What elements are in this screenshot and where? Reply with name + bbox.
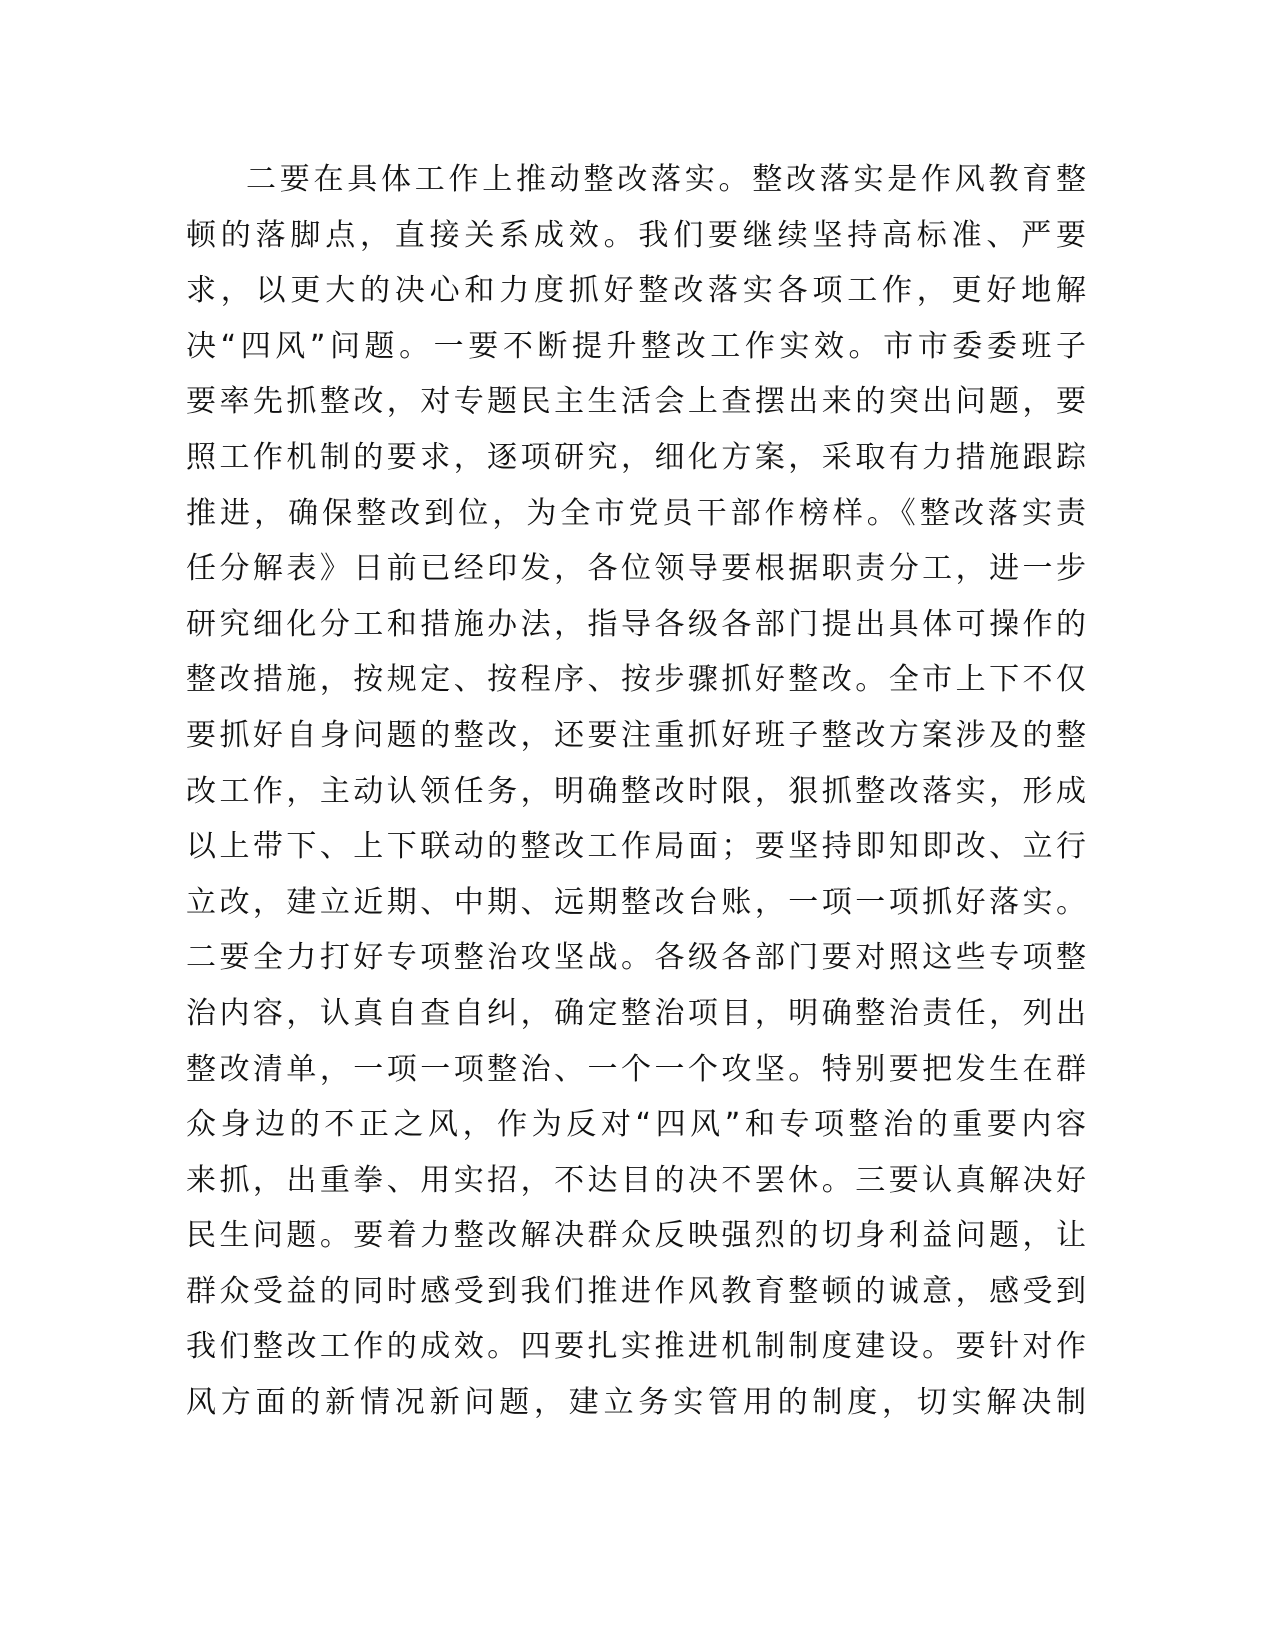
paragraph-line: 任分解表》日前已经印发，各位领导要根据职责分工，进一步 xyxy=(186,551,1086,587)
paragraph-line: 研究细化分工和措施办法，指导各级各部门提出具体可操作的 xyxy=(186,606,1086,642)
paragraph-line: 二要在具体工作上推动整改落实。整改落实是作风教育整 xyxy=(246,162,1086,197)
paragraph-line: 整改清单，一项一项整治、一个一个攻坚。特别要把发生在群 xyxy=(186,1051,1086,1087)
paragraph-line: 整改措施，按规定、按程序、按步骤抓好整改。全市上下不仅 xyxy=(186,662,1086,698)
paragraph-line: 民生问题。要着力整改解决群众反映强烈的切身利益问题，让 xyxy=(186,1218,1086,1254)
paragraph-line: 要率先抓整改，对专题民主生活会上查摆出来的突出问题，要 xyxy=(186,384,1086,420)
paragraph-line: 来抓，出重拳、用实招，不达目的决不罢休。三要认真解决好 xyxy=(186,1162,1086,1198)
paragraph-line: 顿的落脚点，直接关系成效。我们要继续坚持高标准、严要 xyxy=(186,217,1086,253)
paragraph-line: 众身边的不正之风，作为反对“四风”和专项整治的重要内容 xyxy=(186,1107,1086,1143)
paragraph-line: 群众受益的同时感受到我们推进作风教育整顿的诚意，感受到 xyxy=(186,1273,1086,1309)
paragraph-line: 决“四风”问题。一要不断提升整改工作实效。市市委委班子 xyxy=(186,328,1086,364)
paragraph-line: 立改，建立近期、中期、远期整改台账，一项一项抓好落实。 xyxy=(186,884,1086,920)
paragraph-line: 治内容，认真自查自纠，确定整治项目，明确整治责任，列出 xyxy=(186,995,1086,1031)
paragraph-line: 我们整改工作的成效。四要扎实推进机制制度建设。要针对作 xyxy=(186,1329,1086,1365)
paragraph-line: 以上带下、上下联动的整改工作局面；要坚持即知即改、立行 xyxy=(186,829,1086,865)
paragraph-line: 照工作机制的要求，逐项研究，细化方案，采取有力措施跟踪 xyxy=(186,439,1086,475)
paragraph-line: 要抓好自身问题的整改，还要注重抓好班子整改方案涉及的整 xyxy=(186,717,1086,753)
paragraph-line: 二要全力打好专项整治攻坚战。各级各部门要对照这些专项整 xyxy=(186,940,1086,976)
paragraph-line: 改工作，主动认领任务，明确整改时限，狠抓整改落实，形成 xyxy=(186,773,1086,809)
paragraph-line: 风方面的新情况新问题，建立务实管用的制度，切实解决制 xyxy=(186,1385,1086,1421)
body-paragraph xyxy=(186,152,1086,1431)
paragraph-line: 求，以更大的决心和力度抓好整改落实各项工作，更好地解 xyxy=(186,273,1086,309)
paragraph-line: 推进，确保整改到位，为全市党员干部作榜样。《整改落实责 xyxy=(186,495,1086,531)
